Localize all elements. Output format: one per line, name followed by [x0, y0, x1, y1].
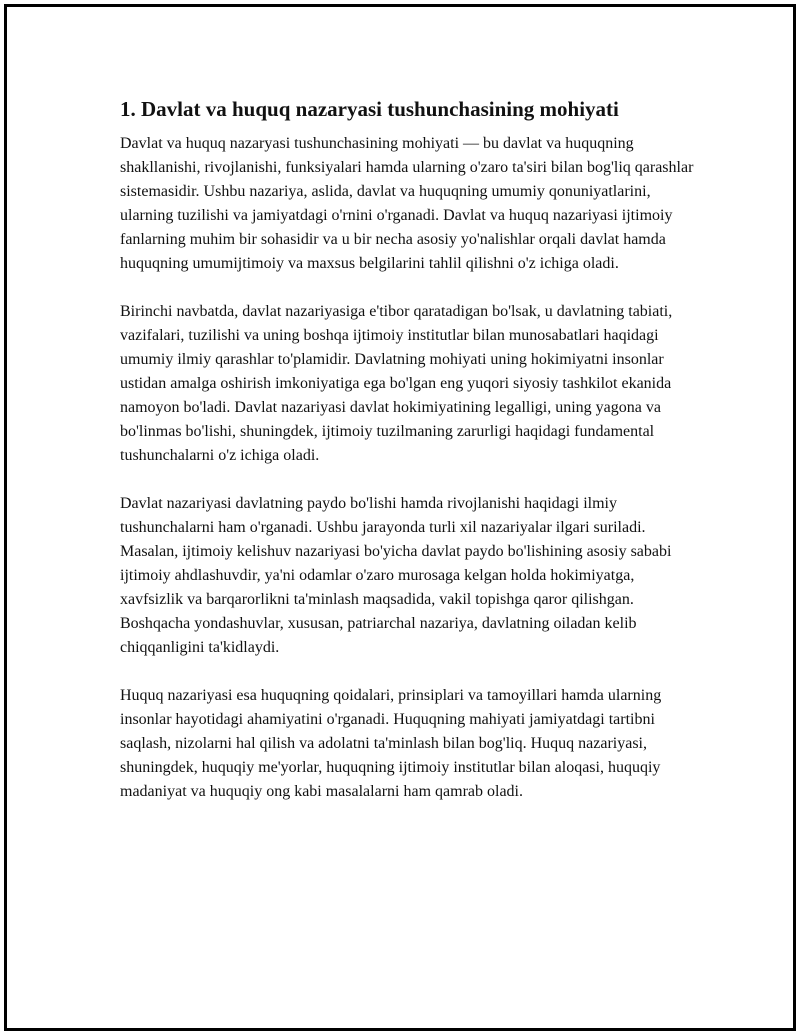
- paragraph-3: Davlat nazariyasi davlatning paydo bo'lishi hamda rivojlanishi haqidagi ilmiy tushunchalarni ham o'rganadi. Ushbu jarayonda turli xil nazariyalar ilgari suriladi. Masalan, ijtimoiy kelishuv nazariyasi bo'yicha davlat paydo bo'lishining asosiy sababi ijtimoiy ahdlashuvdir, ya'ni odamlar o'zaro murosaga kelgan holda hokimiyatga, xavfsizlik va barqarorlikni ta'minlash maqsadida, vakil topishga qaror qilishgan. Boshqacha yondashuvlar, xususan, patriarchal nazariya, davlatning oiladan kelib chiqqanligini ta'kidlaydi.: [120, 495, 672, 656]
- section-heading: 1. Davlat va huquq nazaryasi tushunchasining mohiyati: [120, 97, 619, 121]
- document-body: [120, 95, 695, 828]
- paragraph-1: Davlat va huquq nazaryasi tushunchasining mohiyati — bu davlat va huquqning shakllanishi, rivojlanishi, funksiyalari hamda ularning o'zaro ta'siri bilan bog'liq qarashlar sistemasidir. Ushbu nazariya, aslida, davlat va huquqning umumiy qonuniyatlarini, ularning tuzilishi va jamiyatdagi o'rnini o'rganadi. Davlat va huquq nazariyasi ijtimoiy fanlarning muhim bir sohasidir va u bir necha asosiy yo'nalishlar orqali davlat hamda huquqning umumijtimoiy va maxsus belgilarini tahlil qilishni o'z ichiga oladi.: [120, 135, 694, 272]
- paragraph-4: Huquq nazariyasi esa huquqning qoidalari, prinsiplari va tamoyillari hamda ularning insonlar hayotidagi ahamiyatini o'rganadi. Huquqning mahiyati jamiyatdagi tartibni saqlash, nizolarni hal qilish va adolatni ta'minlash bilan bog'liq. Huquq nazariyasi, shuningdek, huquqiy me'yorlar, huquqning ijtimoiy institutlar bilan aloqasi, huquqiy madaniyat va huquqiy ong kabi masalalarni ham qamrab oladi.: [120, 687, 662, 800]
- paragraph-2: Birinchi navbatda, davlat nazariyasiga e'tibor qaratadigan bo'lsak, u davlatning tabiati, vazifalari, tuzilishi va uning boshqa ijtimoiy institutlar bilan munosabatlari haqidagi umumiy ilmiy qarashlar to'plamidir. Davlatning mohiyati uning hokimiyatni insonlar ustidan amalga oshirish imkoniyatiga ega bo'lgan eng yuqori siyosiy tashkilot ekanida namoyon bo'ladi. Davlat nazariyasi davlat hokimiyatining legalligi, uning yagona va bo'linmas bo'lishi, shuningdek, ijtimoiy tuzilmaning zarurligi haqidagi fundamental tushunchalarni o'z ichiga oladi.: [120, 303, 673, 464]
- page-frame: [4, 4, 796, 1031]
